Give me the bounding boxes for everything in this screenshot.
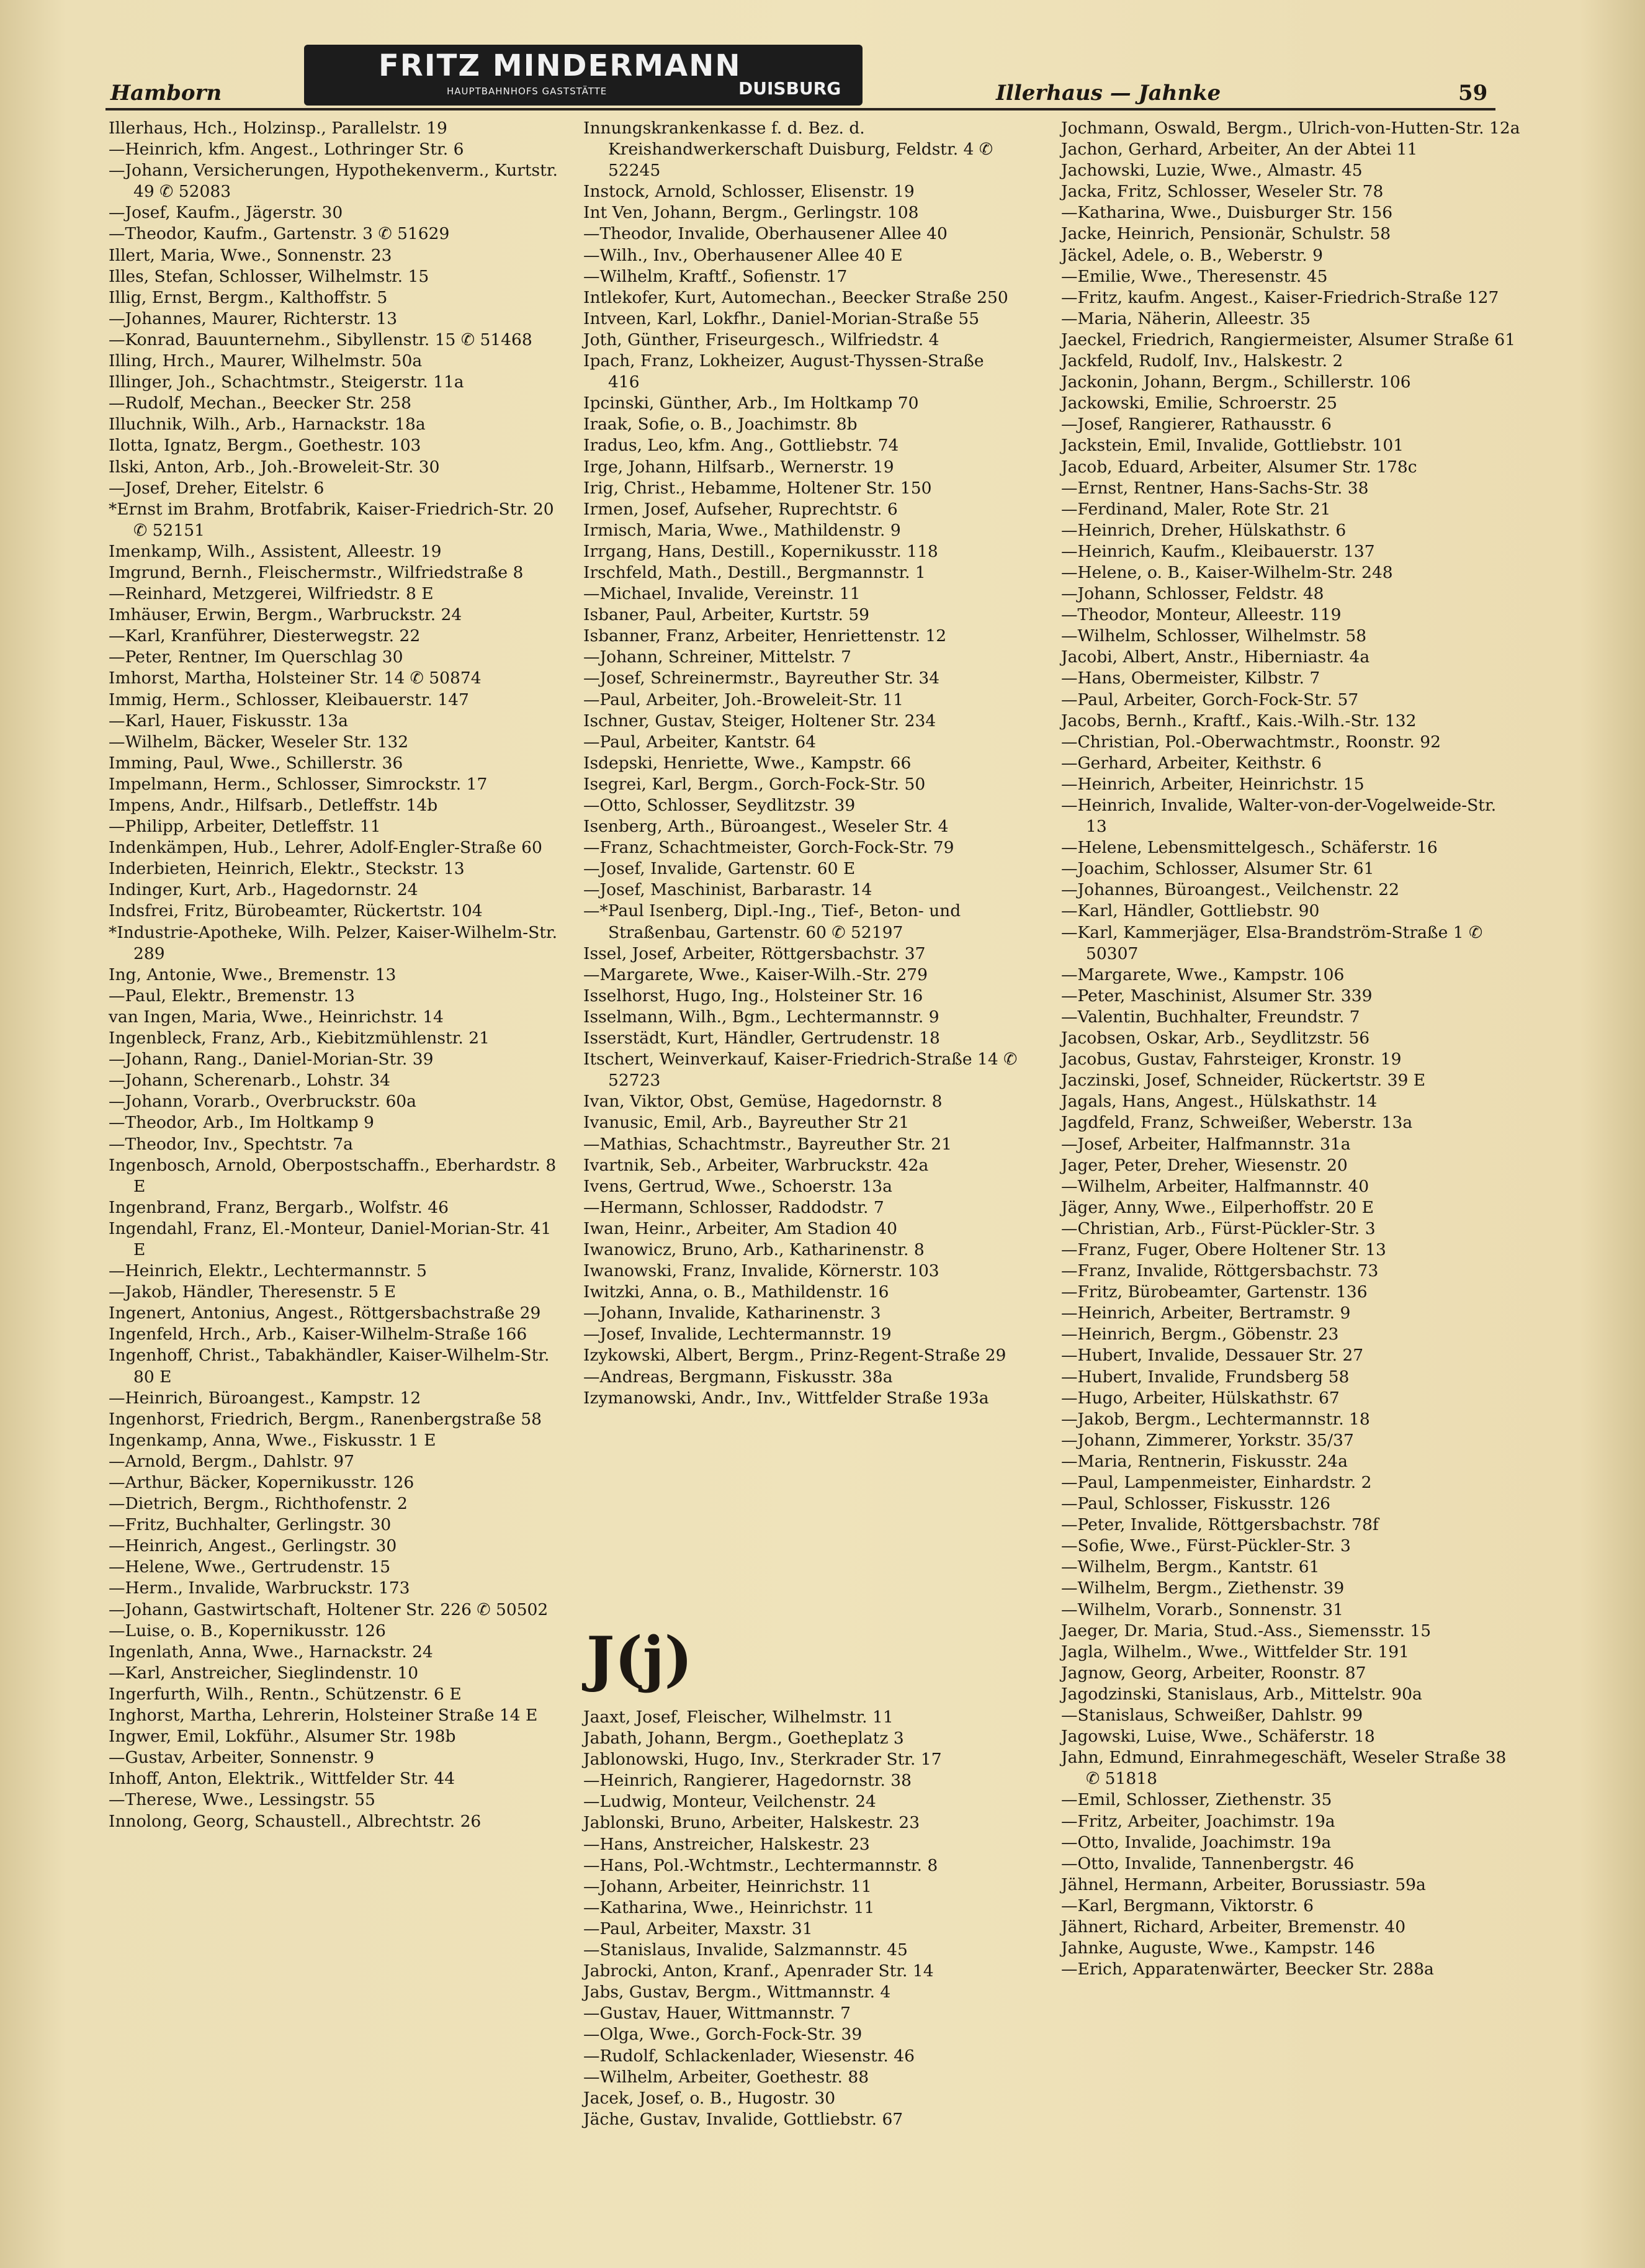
directory-entry: Iwanowski, Franz, Invalide, Körnerstr. 103: [583, 1261, 939, 1281]
directory-entry: —Fritz, kaufm. Angest., Kaiser-Friedrich-Straße 127: [1061, 287, 1499, 307]
directory-entry: Jäche, Gustav, Invalide, Gottliebstr. 67: [583, 2109, 903, 2129]
directory-entry: Ipcinski, Günther, Arb., Im Holtkamp 70: [583, 394, 919, 413]
directory-entry: Jäckel, Adele, o. B., Weberstr. 9: [1061, 245, 1323, 265]
directory-entry: —Christian, Pol.-Oberwachtmstr., Roonstr. 92: [1061, 732, 1441, 752]
directory-entry: —Johann, Schreiner, Mittelstr. 7: [583, 647, 851, 667]
directory-entry: —Philipp, Arbeiter, Detleffstr. 11: [109, 817, 381, 837]
directory-entry: —Heinrich, Dreher, Hülskathstr. 6: [1061, 520, 1347, 540]
directory-entry: Jabath, Johann, Bergm., Goetheplatz 3: [583, 1729, 904, 1748]
directory-entry: —Wilh., Inv., Oberhausener Allee 40 E: [583, 245, 903, 265]
directory-entry: —Wilhelm, Arbeiter, Halfmannstr. 40: [1061, 1176, 1369, 1196]
directory-entry: Ischner, Gustav, Steiger, Holtener Str. 234: [583, 711, 936, 731]
directory-entry: Izymanowski, Andr., Inv., Wittfelder Straße 193a: [583, 1388, 989, 1408]
directory-entry: Isenberg, Arth., Büroangest., Weseler Str. 4: [583, 817, 949, 837]
directory-entry: Indinger, Kurt, Arb., Hagedornstr. 24: [109, 880, 418, 900]
directory-entry: Ingenlath, Anna, Wwe., Harnackstr. 24: [109, 1642, 433, 1662]
directory-entry: Jackonin, Johann, Bergm., Schillerstr. 106: [1061, 372, 1411, 392]
directory-entry: Izykowski, Albert, Bergm., Prinz-Regent-Straße 29: [583, 1346, 1006, 1366]
directory-entry: Impens, Andr., Hilfsarb., Detleffstr. 14b: [109, 796, 438, 815]
directory-entry: —Wilhelm, Bäcker, Weseler Str. 132: [109, 732, 409, 752]
directory-entry: Isselhorst, Hugo, Ing., Holsteiner Str. 16: [583, 986, 923, 1006]
directory-entry: —Karl, Händler, Gottliebstr. 90: [1061, 901, 1320, 921]
directory-entry: Ingenfeld, Hrch., Arb., Kaiser-Wilhelm-Straße 166: [109, 1325, 527, 1344]
directory-entry: Jähnel, Hermann, Arbeiter, Borussiastr. 59a: [1061, 1874, 1426, 1894]
directory-entry: *Ernst im Brahm, Brotfabrik, Kaiser-Friedrich-Str. 20 ✆ 52151: [109, 499, 554, 540]
directory-entry: Jagals, Hans, Angest., Hülskathstr. 14: [1061, 1092, 1378, 1112]
directory-entry: —Hans, Pol.-Wchtmstr., Lechtermannstr. 8: [583, 1855, 938, 1875]
directory-entry: Jackfeld, Rudolf, Inv., Halskestr. 2: [1061, 351, 1343, 371]
directory-entry: Jaczinski, Josef, Schneider, Rückertstr. 39 E: [1061, 1071, 1426, 1091]
directory-entry: —Heinrich, Angest., Gerlingstr. 30: [109, 1536, 397, 1556]
directory-entry: Jackowski, Emilie, Schroerstr. 25: [1061, 394, 1337, 413]
column-2: [583, 118, 1018, 1409]
directory-entry: Illing, Hrch., Maurer, Wilhelmstr. 50a: [109, 351, 423, 371]
directory-entry: —Ludwig, Monteur, Veilchenstr. 24: [583, 1792, 876, 1812]
directory-entry: Indenkämpen, Hub., Lehrer, Adolf-Engler-Straße 60: [109, 838, 542, 858]
directory-entry: —Hans, Obermeister, Kilbstr. 7: [1061, 668, 1320, 688]
directory-entry: —Josef, Invalide, Gartenstr. 60 E: [583, 859, 856, 879]
directory-entry: —Franz, Invalide, Röttgersbachstr. 73: [1061, 1261, 1379, 1281]
directory-entry: —Paul, Lampenmeister, Einhardstr. 2: [1061, 1473, 1372, 1492]
directory-entry: —Paul, Elektr., Bremenstr. 13: [109, 986, 355, 1006]
directory-entry: Ingenbosch, Arnold, Oberpostschaffn., Eberhardstr. 8 E: [109, 1155, 557, 1196]
directory-entry: —Andreas, Bergmann, Fiskusstr. 38a: [583, 1367, 893, 1387]
directory-entry: —Theodor, Arb., Im Holtkamp 9: [109, 1113, 374, 1133]
directory-entry: Isbaner, Paul, Arbeiter, Kurtstr. 59: [583, 605, 870, 625]
directory-entry: Illuchnik, Wilh., Arb., Harnackstr. 18a: [109, 415, 426, 434]
directory-entry: —Wilhelm, Arbeiter, Goethestr. 88: [583, 2067, 869, 2087]
directory-entry: Instock, Arnold, Schlosser, Elisenstr. 19: [583, 182, 915, 202]
directory-entry: Irrgang, Hans, Destill., Kopernikusstr. 118: [583, 541, 938, 561]
directory-entry: —Herm., Invalide, Warbruckstr. 173: [109, 1578, 410, 1598]
directory-entry: —Margarete, Wwe., Kampstr. 106: [1061, 965, 1345, 984]
directory-entry: —Helene, o. B., Kaiser-Wilhelm-Str. 248: [1061, 562, 1393, 582]
directory-entry: Imenkamp, Wilh., Assistent, Alleestr. 19: [109, 541, 442, 561]
directory-entry: Jachowski, Luzie, Wwe., Almastr. 45: [1061, 161, 1363, 181]
header-range: Illerhaus — Jahnke: [996, 81, 1221, 106]
directory-entry: —Fritz, Arbeiter, Joachimstr. 19a: [1061, 1811, 1335, 1831]
directory-entry: Intlekofer, Kurt, Automechan., Beecker Straße 250: [583, 287, 1008, 307]
directory-entry: —Peter, Invalide, Röttgersbachstr. 78f: [1061, 1515, 1379, 1535]
directory-entry: Inderbieten, Heinrich, Elektr., Steckstr. 13: [109, 859, 465, 879]
directory-entry: —Hubert, Invalide, Dessauer Str. 27: [1061, 1346, 1364, 1366]
directory-entry: —Johann, Versicherungen, Hypothekenverm., Kurtstr. 49 ✆ 52083: [109, 161, 558, 202]
directory-entry: —Josef, Kaufm., Jägerstr. 30: [109, 203, 343, 223]
directory-entry: van Ingen, Maria, Wwe., Heinrichstr. 14: [109, 1007, 444, 1027]
directory-entry: Jagnow, Georg, Arbeiter, Roonstr. 87: [1061, 1663, 1366, 1683]
directory-entry: Inghorst, Martha, Lehrerin, Holsteiner Straße 14 E: [109, 1706, 538, 1726]
directory-entry: Jacobs, Bernh., Kraftf., Kais.-Wilh.-Str. 132: [1061, 711, 1417, 731]
directory-entry: —Johannes, Büroangest., Veilchenstr. 22: [1061, 880, 1399, 900]
directory-entry: —Josef, Rangierer, Rathausstr. 6: [1061, 415, 1332, 434]
directory-entry: Ipach, Franz, Lokheizer, August-Thyssen-Straße 416: [583, 351, 984, 392]
directory-entry: —Ernst, Rentner, Hans-Sachs-Str. 38: [1061, 478, 1369, 498]
directory-entry: —Theodor, Kaufm., Gartenstr. 3 ✆ 51629: [109, 224, 450, 244]
directory-entry: Ing, Antonie, Wwe., Bremenstr. 13: [109, 965, 397, 984]
directory-entry: Jagdfeld, Franz, Schweißer, Weberstr. 13a: [1061, 1113, 1413, 1133]
directory-entry: —Heinrich, Arbeiter, Bertramstr. 9: [1061, 1303, 1351, 1323]
directory-entry: —Stanislaus, Invalide, Salzmannstr. 45: [583, 1940, 908, 1960]
directory-entry: Jabs, Gustav, Bergm., Wittmannstr. 4: [583, 1982, 891, 2002]
directory-entry: Jager, Peter, Dreher, Wiesenstr. 20: [1061, 1155, 1348, 1175]
directory-entry: —Peter, Rentner, Im Querschlag 30: [109, 647, 403, 667]
directory-entry: Jablonowski, Hugo, Inv., Sterkrader Str. 17: [583, 1750, 942, 1770]
column-1: [109, 118, 568, 1832]
directory-entry: —Joachim, Schlosser, Alsumer Str. 61: [1061, 859, 1374, 879]
directory-entry: —Franz, Schachtmeister, Gorch-Fock-Str. 79: [583, 838, 954, 858]
directory-entry: Ivan, Viktor, Obst, Gemüse, Hagedornstr. 8: [583, 1092, 943, 1112]
directory-entry: —Emilie, Wwe., Theresenstr. 45: [1061, 266, 1328, 286]
directory-entry: —Katharina, Wwe., Heinrichstr. 11: [583, 1897, 875, 1917]
directory-entry: Int Ven, Johann, Bergm., Gerlingstr. 108: [583, 203, 919, 223]
directory-entry: —Wilhelm, Bergm., Kantstr. 61: [1061, 1557, 1320, 1577]
directory-entry: —Paul, Arbeiter, Joh.-Broweleit-Str. 11: [583, 690, 904, 709]
directory-entry: Ilotta, Ignatz, Bergm., Goethestr. 103: [109, 436, 421, 456]
directory-entry: Irge, Johann, Hilfsarb., Wernerstr. 19: [583, 457, 894, 477]
directory-entry: Irschfeld, Math., Destill., Bergmannstr. 1: [583, 562, 926, 582]
directory-entry: —Mathias, Schachtmstr., Bayreuther Str. 21: [583, 1134, 952, 1154]
directory-entry: Immig, Herm., Schlosser, Kleibauerstr. 147: [109, 690, 469, 709]
directory-entry: Illes, Stefan, Schlosser, Wilhelmstr. 15: [109, 266, 429, 286]
directory-entry: —Hugo, Arbeiter, Hülskathstr. 67: [1061, 1388, 1340, 1408]
directory-entry: Imhäuser, Erwin, Bergm., Warbruckstr. 24: [109, 605, 462, 625]
directory-entry: —Otto, Invalide, Joachimstr. 19a: [1061, 1832, 1332, 1852]
directory-entry: —Arnold, Bergm., Dahlstr. 97: [109, 1451, 354, 1471]
directory-entry: —Valentin, Buchhalter, Freundstr. 7: [1061, 1007, 1360, 1027]
directory-entry: —Karl, Kammerjäger, Elsa-Brandström-Straße 1 ✆ 50307: [1061, 922, 1483, 963]
directory-entry: Joth, Günther, Friseurgesch., Wilfriedstr. 4: [583, 330, 939, 349]
directory-entry: Jagowski, Luise, Wwe., Schäferstr. 18: [1061, 1727, 1375, 1747]
directory-entry: Jacobi, Albert, Anstr., Hiberniastr. 4a: [1061, 647, 1370, 667]
directory-entry: Jaeckel, Friedrich, Rangiermeister, Alsumer Straße 61: [1061, 330, 1516, 349]
directory-entry: —Erich, Apparatenwärter, Beecker Str. 288a: [1061, 1960, 1434, 1979]
directory-entry: —Otto, Invalide, Tannenbergstr. 46: [1061, 1853, 1355, 1873]
directory-entry: —Hubert, Invalide, Frundsberg 58: [1061, 1367, 1350, 1387]
directory-entry: —Heinrich, Invalide, Walter-von-der-Vogelweide-Str. 13: [1061, 796, 1497, 837]
directory-entry: Imgrund, Bernh., Fleischermstr., Wilfriedstraße 8: [109, 562, 524, 582]
directory-entry: *Industrie-Apotheke, Wilh. Pelzer, Kaiser-Wilhelm-Str. 289: [109, 922, 558, 963]
directory-entry: —Paul, Schlosser, Fiskusstr. 126: [1061, 1494, 1330, 1514]
directory-entry: —Otto, Schlosser, Seydlitzstr. 39: [583, 796, 856, 815]
directory-entry: —Josef, Maschinist, Barbarastr. 14: [583, 880, 872, 900]
directory-entry: Jacobus, Gustav, Fahrsteiger, Kronstr. 19: [1061, 1050, 1402, 1069]
directory-entry: —Johann, Scherenarb., Lohstr. 34: [109, 1071, 390, 1091]
directory-entry: —Emil, Schlosser, Ziethenstr. 35: [1061, 1790, 1332, 1810]
directory-entry: Impelmann, Herm., Schlosser, Simrockstr. 17: [109, 774, 488, 794]
directory-entry: —Heinrich, Arbeiter, Heinrichstr. 15: [1061, 774, 1365, 794]
directory-entry: —Johann, Schlosser, Feldstr. 48: [1061, 584, 1324, 604]
page-number: 59: [1458, 81, 1488, 106]
directory-entry: —Peter, Maschinist, Alsumer Str. 339: [1061, 986, 1373, 1006]
directory-entry: —Heinrich, Rangierer, Hagedornstr. 38: [583, 1771, 912, 1791]
directory-entry: Iwan, Heinr., Arbeiter, Am Stadion 40: [583, 1218, 897, 1238]
directory-entry: Itschert, Weinverkauf, Kaiser-Friedrich-Straße 14 ✆ 52723: [583, 1050, 1018, 1091]
directory-entry: Iraak, Sofie, o. B., Joachimstr. 8b: [583, 415, 858, 434]
column-2-j-section: [583, 1707, 1018, 2130]
directory-entry: —Rudolf, Mechan., Beecker Str. 258: [109, 394, 411, 413]
directory-entry: —Wilhelm, Bergm., Ziethenstr. 39: [1061, 1578, 1345, 1598]
header-city: Hamborn: [110, 81, 222, 106]
directory-entry: Imming, Paul, Wwe., Schillerstr. 36: [109, 753, 403, 773]
directory-entry: —Hermann, Schlosser, Raddodstr. 7: [583, 1197, 884, 1217]
directory-entry: —Karl, Anstreicher, Sieglindenstr. 10: [109, 1663, 419, 1683]
directory-entry: Ingenbrand, Franz, Bergarb., Wolfstr. 46: [109, 1197, 449, 1217]
directory-entry: Ilski, Anton, Arb., Joh.-Broweleit-Str. 30: [109, 457, 440, 477]
directory-entry: —Johann, Arbeiter, Heinrichstr. 11: [583, 1876, 872, 1896]
directory-entry: —Ferdinand, Maler, Rote Str. 21: [1061, 499, 1331, 519]
directory-entry: Intveen, Karl, Lokfhr., Daniel-Morian-Straße 55: [583, 308, 980, 328]
directory-entry: —Theodor, Inv., Spechtstr. 7a: [109, 1134, 353, 1154]
directory-entry: —Gustav, Arbeiter, Sonnenstr. 9: [109, 1748, 375, 1768]
directory-entry: Irmisch, Maria, Wwe., Mathildenstr. 9: [583, 520, 901, 540]
directory-entry: Jacka, Fritz, Schlosser, Weseler Str. 78: [1061, 182, 1384, 202]
directory-entry: Ivanusic, Emil, Arb., Bayreuther Str 21: [583, 1113, 910, 1133]
directory-entry: Jackstein, Emil, Invalide, Gottliebstr. 101: [1061, 436, 1404, 456]
directory-entry: Jaeger, Dr. Maria, Stud.-Ass., Siemensstr. 15: [1061, 1621, 1432, 1640]
directory-entry: Jablonski, Bruno, Arbeiter, Halskestr. 23: [583, 1813, 920, 1833]
directory-entry: —Gustav, Hauer, Wittmannstr. 7: [583, 2004, 851, 2023]
directory-entry: Jacke, Heinrich, Pensionär, Schulstr. 58: [1061, 224, 1391, 244]
directory-entry: —Heinrich, Büroangest., Kampstr. 12: [109, 1388, 421, 1408]
directory-entry: —Arthur, Bäcker, Kopernikusstr. 126: [109, 1473, 415, 1492]
directory-entry: —Konrad, Bauunternehm., Sibyllenstr. 15 ✆ 51468: [109, 330, 532, 349]
directory-entry: Iwitzki, Anna, o. B., Mathildenstr. 16: [583, 1282, 889, 1302]
directory-entry: Irig, Christ., Hebamme, Holtener Str. 150: [583, 478, 932, 498]
directory-entry: —Karl, Kranführer, Diesterwegstr. 22: [109, 626, 421, 646]
directory-entry: Ivartnik, Seb., Arbeiter, Warbruckstr. 42a: [583, 1155, 929, 1175]
directory-entry: —Paul, Arbeiter, Kantstr. 64: [583, 732, 817, 752]
directory-entry: —Rudolf, Schlackenlader, Wiesenstr. 46: [583, 2046, 915, 2066]
directory-entry: Isegrei, Karl, Bergm., Gorch-Fock-Str. 50: [583, 774, 926, 794]
directory-entry: Jachon, Gerhard, Arbeiter, An der Abtei 11: [1061, 140, 1418, 160]
directory-entry: Imhorst, Martha, Holsteiner Str. 14 ✆ 50874: [109, 668, 482, 688]
directory-entry: Ingwer, Emil, Lokführ., Alsumer Str. 198b: [109, 1727, 456, 1747]
directory-entry: —Sofie, Wwe., Fürst-Pückler-Str. 3: [1061, 1536, 1351, 1556]
directory-entry: —Helene, Lebensmittelgesch., Schäferstr. 16: [1061, 838, 1438, 858]
directory-entry: Illig, Ernst, Bergm., Kalthoffstr. 5: [109, 287, 388, 307]
directory-entry: —Josef, Dreher, Eitelstr. 6: [109, 478, 325, 498]
directory-entry: Jäger, Anny, Wwe., Eilperhoffstr. 20 E: [1061, 1197, 1374, 1217]
directory-entry: Ingenhorst, Friedrich, Bergm., Ranenbergstraße 58: [109, 1409, 542, 1429]
directory-entry: —*Paul Isenberg, Dipl.-Ing., Tief-, Beton- und Straßenbau, Gartenstr. 60 ✆ 52197: [583, 901, 961, 942]
directory-entry: Jacobsen, Oskar, Arb., Seydlitzstr. 56: [1061, 1028, 1370, 1048]
directory-entry: Iradus, Leo, kfm. Ang., Gottliebstr. 74: [583, 436, 899, 456]
directory-entry: Inhoff, Anton, Elektrik., Wittfelder Str. 44: [109, 1769, 455, 1789]
directory-entry: —Dietrich, Bergm., Richthofenstr. 2: [109, 1494, 408, 1514]
directory-entry: —Katharina, Wwe., Duisburger Str. 156: [1061, 203, 1393, 223]
directory-entry: —Jakob, Händler, Theresenstr. 5 E: [109, 1282, 397, 1302]
directory-entry: Illert, Maria, Wwe., Sonnenstr. 23: [109, 245, 392, 265]
directory-entry: Isselmann, Wilh., Bgm., Lechtermannstr. 9: [583, 1007, 939, 1027]
directory-entry: —Michael, Invalide, Vereinstr. 11: [583, 584, 861, 604]
directory-entry: —Johann, Vorarb., Overbruckstr. 60a: [109, 1092, 416, 1112]
directory-entry: —Theodor, Monteur, Alleestr. 119: [1061, 605, 1342, 625]
directory-entry: —Hans, Anstreicher, Halskestr. 23: [583, 1834, 870, 1854]
directory-entry: Jagla, Wilhelm., Wwe., Wittfelder Str. 191: [1061, 1642, 1409, 1662]
directory-entry: —Paul, Arbeiter, Gorch-Fock-Str. 57: [1061, 690, 1359, 709]
directory-entry: Isbanner, Franz, Arbeiter, Henriettenstr. 12: [583, 626, 947, 646]
directory-entry: Jochmann, Oswald, Bergm., Ulrich-von-Hutten-Str. 12a: [1061, 119, 1520, 138]
directory-entry: —Fritz, Bürobeamter, Gartenstr. 136: [1061, 1282, 1368, 1302]
directory-entry: Innungskrankenkasse f. d. Bez. d. Kreishandwerkerschaft Duisburg, Feldstr. 4 ✆ 52245: [583, 119, 993, 181]
directory-entry: —Josef, Schreinermstr., Bayreuther Str. 34: [583, 668, 940, 688]
directory-entry: —Maria, Näherin, Alleestr. 35: [1061, 308, 1311, 328]
directory-entry: Jabrocki, Anton, Kranf., Apenrader Str. 14: [583, 1961, 934, 1981]
directory-entry: —Johann, Gastwirtschaft, Holtener Str. 226 ✆ 50502: [109, 1600, 549, 1619]
ad-subtitle: HAUPTBAHNHOFS GASTSTÄTTE: [447, 86, 607, 97]
directory-entry: Ivens, Gertrud, Wwe., Schoerstr. 13a: [583, 1176, 892, 1196]
directory-entry: —Olga, Wwe., Gorch-Fock-Str. 39: [583, 2025, 863, 2045]
directory-entry: —Johann, Invalide, Katharinenstr. 3: [583, 1303, 881, 1323]
directory-entry: Ingenhoff, Christ., Tabakhändler, Kaiser-Wilhelm-Str. 80 E: [109, 1346, 550, 1387]
directory-entry: —Josef, Arbeiter, Halfmannstr. 31a: [1061, 1134, 1351, 1154]
directory-entry: —Jakob, Bergm., Lechtermannstr. 18: [1061, 1409, 1370, 1429]
directory-entry: —Paul, Arbeiter, Maxstr. 31: [583, 1919, 813, 1938]
advertisement-banner: [304, 45, 863, 106]
directory-entry: Ingenbleck, Franz, Arb., Kiebitzmühlenstr. 21: [109, 1028, 490, 1048]
directory-entry: Iwanowicz, Bruno, Arb., Katharinenstr. 8: [583, 1240, 925, 1259]
ad-city: DUISBURG: [738, 78, 841, 99]
directory-entry: Illerhaus, Hch., Holzinsp., Parallelstr. 19: [109, 119, 447, 138]
directory-entry: —Maria, Rentnerin, Fiskusstr. 24a: [1061, 1451, 1348, 1471]
directory-entry: —Franz, Fuger, Obere Holtener Str. 13: [1061, 1240, 1386, 1259]
directory-entry: —Gerhard, Arbeiter, Keithstr. 6: [1061, 753, 1322, 773]
directory-entry: —Josef, Invalide, Lechtermannstr. 19: [583, 1325, 892, 1344]
directory-entry: —Johannes, Maurer, Richterstr. 13: [109, 308, 398, 328]
directory-entry: Ingerfurth, Wilh., Rentn., Schützenstr. 6 E: [109, 1684, 462, 1704]
directory-entry: —Karl, Hauer, Fiskusstr. 13a: [109, 711, 348, 731]
directory-entry: —Theodor, Invalide, Oberhausener Allee 40: [583, 224, 948, 244]
directory-entry: —Wilhelm, Vorarb., Sonnenstr. 31: [1061, 1600, 1344, 1619]
directory-entry: —Fritz, Buchhalter, Gerlingstr. 30: [109, 1515, 392, 1535]
directory-entry: —Margarete, Wwe., Kaiser-Wilh.-Str. 279: [583, 965, 928, 984]
directory-entry: —Johann, Zimmerer, Yorkstr. 35/37: [1061, 1430, 1354, 1450]
directory-entry: Innolong, Georg, Schaustell., Albrechtstr. 26: [109, 1811, 482, 1831]
ad-name: FRITZ MINDERMANN: [379, 48, 742, 83]
directory-entry: —Therese, Wwe., Lessingstr. 55: [109, 1790, 375, 1810]
directory-entry: —Wilhelm, Schlosser, Wilhelmstr. 58: [1061, 626, 1367, 646]
directory-entry: —Johann, Rang., Daniel-Morian-Str. 39: [109, 1050, 434, 1069]
directory-entry: —Wilhelm, Kraftf., Sofienstr. 17: [583, 266, 848, 286]
directory-entry: —Heinrich, Elektr., Lechtermannstr. 5: [109, 1261, 427, 1281]
directory-entry: Ingendahl, Franz, El.-Monteur, Daniel-Morian-Str. 41 E: [109, 1218, 552, 1259]
directory-entry: Jagodzinski, Stanislaus, Arb., Mittelstr. 90a: [1061, 1684, 1422, 1704]
directory-entry: Jahn, Edmund, Einrahmegeschäft, Weseler Straße 38 ✆ 51818: [1061, 1748, 1507, 1789]
directory-entry: Jaaxt, Josef, Fleischer, Wilhelmstr. 11: [583, 1708, 894, 1727]
directory-entry: Ingenert, Antonius, Angest., Röttgersbachstraße 29: [109, 1303, 541, 1323]
directory-entry: —Heinrich, Bergm., Göbenstr. 23: [1061, 1325, 1339, 1344]
directory-entry: Jähnert, Richard, Arbeiter, Bremenstr. 40: [1061, 1917, 1406, 1937]
directory-entry: —Karl, Bergmann, Viktorstr. 6: [1061, 1896, 1314, 1915]
header-rule: [105, 108, 1495, 110]
directory-entry: —Luise, o. B., Kopernikusstr. 126: [109, 1621, 386, 1640]
directory-entry: Jacek, Josef, o. B., Hugostr. 30: [583, 2088, 836, 2108]
directory-entry: Irmen, Josef, Aufseher, Ruprechtstr. 6: [583, 499, 898, 519]
directory-entry: —Christian, Arb., Fürst-Pückler-Str. 3: [1061, 1218, 1376, 1238]
column-3: [1061, 118, 1520, 1980]
directory-entry: Isserstädt, Kurt, Händler, Gertrudenstr. 18: [583, 1028, 940, 1048]
directory-entry: —Helene, Wwe., Gertrudenstr. 15: [109, 1557, 391, 1577]
directory-entry: —Reinhard, Metzgerei, Wilfriedstr. 8 E: [109, 584, 434, 604]
directory-entry: —Stanislaus, Schweißer, Dahlstr. 99: [1061, 1706, 1363, 1726]
directory-entry: Ingenkamp, Anna, Wwe., Fiskusstr. 1 E: [109, 1430, 436, 1450]
letter-heading: J(j): [586, 1624, 693, 1694]
directory-entry: —Heinrich, kfm. Angest., Lothringer Str. 6: [109, 140, 464, 160]
directory-entry: —Heinrich, Kaufm., Kleibauerstr. 137: [1061, 541, 1375, 561]
directory-entry: Jahnke, Auguste, Wwe., Kampstr. 146: [1061, 1938, 1376, 1958]
directory-entry: Indsfrei, Fritz, Bürobeamter, Rückertstr. 104: [109, 901, 483, 921]
directory-entry: Jacob, Eduard, Arbeiter, Alsumer Str. 178c: [1061, 457, 1417, 477]
directory-entry: Isdepski, Henriette, Wwe., Kampstr. 66: [583, 753, 912, 773]
directory-entry: Issel, Josef, Arbeiter, Röttgersbachstr. 37: [583, 943, 926, 963]
directory-entry: Illinger, Joh., Schachtmstr., Steigerstr. 11a: [109, 372, 464, 392]
